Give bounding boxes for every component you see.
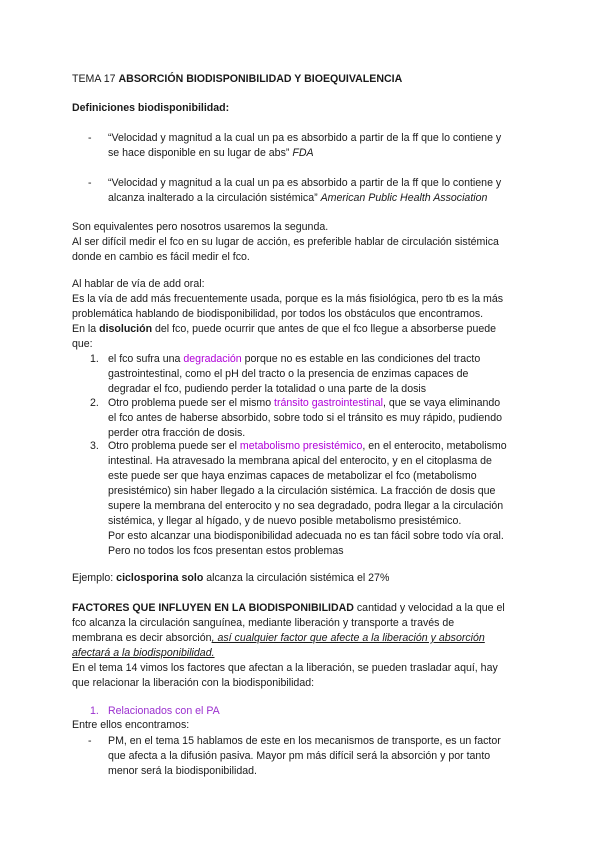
list-item-1-text-b: porque no es estable en las condiciones del tracto: [241, 353, 481, 365]
list-item-2-text-b: , que se vaya eliminando: [383, 397, 501, 409]
definition-2-text: [72, 176, 530, 206]
example-text: alcanza la circulación sistémica el 27%: [203, 572, 390, 584]
factores-line2: fco alcanza la circulación sanguínea, mediante liberación y transporte a través de: [72, 617, 455, 629]
definition-1-line1: “Velocidad y magnitud a la cual un pa es absorbido a partir de la ff que lo contiene y: [108, 132, 502, 144]
bullet-dash: -: [88, 177, 92, 189]
bullet-dash: -: [88, 735, 92, 747]
definition-2-quote: alcanza inalterado a la circulación sistémica”: [108, 192, 321, 204]
list-number: 3.: [90, 440, 99, 452]
section-1-bullet: [72, 734, 530, 779]
factores-line1-text: cantidad y velocidad a la que el: [353, 602, 505, 614]
example-line: [72, 571, 530, 586]
oral-line4: [72, 322, 530, 337]
list-item-2-line3: perder otra fracción de dosis.: [108, 427, 246, 439]
equivalence-line2: Al ser difícil medir el fco en su lugar de acción, es preferible hablar de circulación sistémica: [72, 236, 499, 248]
definition-1-source: FDA: [292, 147, 314, 159]
equivalence-line1: Son equivalentes pero nosotros usaremos la segunda.: [72, 221, 329, 233]
factores-line1: [72, 601, 530, 616]
list-item-3-line2: intestinal. Ha atravesado la membrana apical del enterocito, y en el citoplasma de: [108, 455, 492, 467]
oral-route-paragraph: [72, 277, 530, 352]
list-item-3-line3: este puede ser que haya enzimas capaces de metabolizar el fco (metabolismo: [108, 470, 477, 482]
example-drug: ciclosporina solo: [116, 572, 204, 584]
factores-line3-text: membrana es decir absorción: [72, 632, 212, 644]
page-title: [72, 72, 530, 87]
list-item-1-text-a: el fco sufra una: [108, 353, 184, 365]
title-main: ABSORCIÓN BIODISPONIBILIDAD Y BIOEQUIVALENCIA: [118, 73, 403, 85]
list-item-3-line1: [108, 439, 530, 454]
section-1-line2: que afecta a la difusión pasiva. Mayor pm más difícil será la absorción y por tanto: [108, 750, 491, 762]
list-item-3-line7: Por esto alcanzar una biodisponibilidad adecuada no es tan fácil sobre todo vía oral.: [108, 530, 504, 542]
highlight-transito: tránsito gastrointestinal: [274, 397, 383, 409]
section-1-number: 1.: [90, 705, 99, 717]
section-1-line1: PM, en el tema 15 hablamos de este en los mecanismos de transporte, es un factor: [108, 735, 501, 747]
oral-line4-a: En la: [72, 323, 100, 335]
disolucion-term: disolución: [99, 323, 153, 335]
section-1-line3: menor será la biodisponibilidad.: [108, 765, 257, 777]
factores-underlined-1: , así cualquier factor que afecte a la liberación y absorción: [211, 632, 485, 644]
title-prefix: TEMA 17: [72, 73, 119, 85]
factores-heading: FACTORES QUE INFLUYEN EN LA BIODISPONIBILIDAD: [72, 602, 354, 614]
list-item: [72, 439, 530, 559]
list-item-3-line6: sistémica, y llegar al hígado, y de nuevo posible metabolismo presistémico.: [108, 515, 462, 527]
highlight-degradacion: degradación: [183, 353, 242, 365]
definition-1-line2: [108, 146, 530, 161]
list-item-3-line4: presistémico) sin haber llegado a la circulación sistémica. La fracción de dosis que: [108, 485, 496, 497]
oral-line3: problemática hablando de biodisponibilidad, por todos los obstáculos que encontramos.: [72, 308, 484, 320]
definition-2-line2: [108, 191, 530, 206]
list-number: 2.: [90, 397, 99, 409]
list-number: 1.: [90, 353, 99, 365]
list-item-3-line8: Pero no todos los fcos presentan estos problemas: [108, 545, 344, 557]
example-label: Ejemplo:: [72, 572, 117, 584]
section-1-intro: Entre ellos encontramos:: [72, 719, 190, 731]
definition-2-line1: “Velocidad y magnitud a la cual un pa es absorbido a partir de la ff que lo contiene y: [108, 177, 502, 189]
definition-2: [72, 176, 530, 206]
definition-1: [72, 131, 530, 161]
list-item-3-line5: supere la membrana del enterocito y no sea degradado, podra llegar a la circulación: [108, 500, 504, 512]
factores-paragraph: [72, 601, 530, 691]
definitions-heading: Definiciones biodisponibilidad:: [72, 102, 230, 114]
oral-line1: Al hablar de vía de add oral:: [72, 278, 205, 290]
oral-line5: que:: [72, 338, 93, 350]
factores-line6: que relacionar la liberación con la biodisponibilidad:: [72, 677, 315, 689]
oral-line2: Es la vía de add más frecuentemente usada, porque es la más fisiológica, pero tb es la más: [72, 293, 504, 305]
list-item-2-line2: el fco antes de haberse absorbido, sobre todo si el tránsito es muy rápido, pudiendo: [108, 412, 502, 424]
definition-1-text: [72, 131, 530, 161]
list-item-2-text-a: Otro problema puede ser el mismo: [108, 397, 275, 409]
list-item-1-line3: degradar el fco, pudiendo perder la totalidad o una parte de la dosis: [108, 383, 427, 395]
list-item: [72, 396, 530, 441]
equivalence-paragraph: [72, 220, 530, 265]
list-item-1-line1: [108, 352, 530, 367]
equivalence-line3: donde en cambio es fácil medir el fco.: [72, 251, 250, 263]
factores-line5: En el tema 14 vimos los factores que afectan a la liberación, se pueden trasladar aquí, hay: [72, 662, 498, 674]
factores-line3: [72, 631, 530, 646]
list-item-1-line2: gastrointestinal, como el pH del tracto o la presencia de enzimas capaces de: [108, 368, 469, 380]
section-1-label: Relacionados con el PA: [108, 705, 220, 717]
section-1-bullet-text: [72, 734, 530, 779]
definition-1-quote: se hace disponible en su lugar de abs”: [108, 147, 293, 159]
definition-2-source: American Public Health Association: [320, 192, 488, 204]
factores-underlined-2: afectará a la biodisponibilidad.: [72, 647, 215, 659]
list-item-3-text-b: , en el enterocito, metabolismo: [362, 440, 507, 452]
list-item-2-line1: [108, 396, 530, 411]
bullet-dash: -: [88, 132, 92, 144]
list-item: [72, 352, 530, 397]
list-item-3-text-a: Otro problema puede ser el: [108, 440, 240, 452]
highlight-metabolismo: metabolismo presistémico: [239, 440, 363, 452]
oral-line4-b: del fco, puede ocurrir que antes de que el fco llegue a absorberse puede: [152, 323, 497, 335]
